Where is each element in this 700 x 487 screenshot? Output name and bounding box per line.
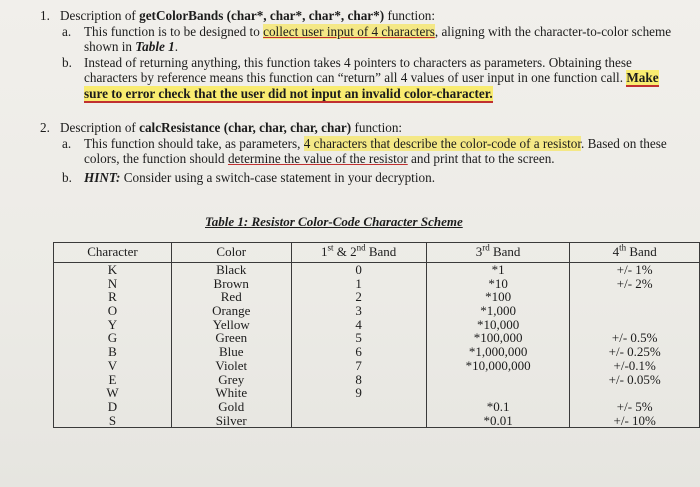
section-1-item-a: a. This function is to be designed to collect user input of 4 characters, aligning with the character-to-color scheme shown in Table 1. xyxy=(62,23,672,54)
cell-band4: +/- 0.25% xyxy=(570,345,700,359)
header-band-1-2: 1st & 2nd Band xyxy=(291,243,426,263)
cell-color: Yellow xyxy=(171,318,291,332)
highlight-collect-input: collect user input of 4 characters xyxy=(263,23,435,39)
table-row xyxy=(54,359,700,373)
cell-char: V xyxy=(54,359,172,373)
table-row xyxy=(54,277,700,291)
cell-band12: 5 xyxy=(291,331,426,345)
section-2-function-name: calcResistance (char, char, char, char) xyxy=(139,120,352,135)
cell-color: Gold xyxy=(171,400,291,414)
cell-band4: +/- 1% xyxy=(570,263,700,277)
cell-char: O xyxy=(54,304,172,318)
cell-color: Violet xyxy=(171,359,291,373)
cell-band4: +/- 0.05% xyxy=(570,373,700,387)
cell-band3: *100 xyxy=(426,290,570,304)
table-row xyxy=(54,331,700,345)
cell-char: Y xyxy=(54,318,172,332)
cell-band3 xyxy=(426,386,570,400)
cell-band4 xyxy=(570,304,700,318)
cell-color: Grey xyxy=(171,373,291,387)
highlight-four-characters: 4 characters that describe the color-code of a resistor xyxy=(303,135,582,151)
table-row xyxy=(54,304,700,318)
section-1-function-name: getColorBands (char*, char*, char*, char*) xyxy=(139,8,385,23)
section-2-heading: Description of calcResistance (char, char, char, char) function: xyxy=(60,120,403,135)
cell-band4: +/- 5% xyxy=(570,400,700,414)
table-body xyxy=(54,263,700,428)
cell-band12: 9 xyxy=(291,386,426,400)
cell-band12: 7 xyxy=(291,359,426,373)
cell-band4 xyxy=(570,290,700,304)
cell-band4 xyxy=(570,318,700,332)
section-1-heading: Description of getColorBands (char*, char*, char*, char*) function: xyxy=(60,8,436,23)
table-row xyxy=(54,318,700,332)
cell-band3 xyxy=(426,373,570,387)
cell-band3: *0.01 xyxy=(426,414,570,428)
header-color: Color xyxy=(171,243,291,263)
cell-band12: 6 xyxy=(291,345,426,359)
cell-char: N xyxy=(54,277,172,291)
cell-band3: *10 xyxy=(426,277,570,291)
cell-band12: 1 xyxy=(291,277,426,291)
cell-band12 xyxy=(291,400,426,414)
cell-char: G xyxy=(54,331,172,345)
table-caption: Table 1: Resistor Color-Code Character Scheme xyxy=(205,214,463,229)
section-1-item-b: b. Instead of returning anything, this function takes 4 pointers to characters as parameters. Obtaining these characters by reference means this function can “return” all 4 values of user input in one function call. Make sure to error check that the user did not input an invalid color-character. xyxy=(62,54,659,101)
cell-color: Silver xyxy=(171,414,291,428)
cell-color: Blue xyxy=(171,345,291,359)
cell-color: Orange xyxy=(171,304,291,318)
section-1-number: 1. xyxy=(40,8,50,23)
cell-color: Brown xyxy=(171,277,291,291)
cell-char: K xyxy=(54,263,172,277)
cell-color: Green xyxy=(171,331,291,345)
cell-band12: 2 xyxy=(291,290,426,304)
section-1 xyxy=(40,8,680,101)
cell-band12: 8 xyxy=(291,373,426,387)
highlight-determine-value: determine the value of the resistor xyxy=(227,151,408,166)
cell-band4: +/- 10% xyxy=(570,414,700,428)
resistor-color-code-table xyxy=(53,242,700,428)
table-header-row xyxy=(54,243,700,263)
header-character: Character xyxy=(54,243,172,263)
cell-band12: 4 xyxy=(291,318,426,332)
table-row xyxy=(54,386,700,400)
table-row xyxy=(54,400,700,414)
cell-band4: +/- 2% xyxy=(570,277,700,291)
section-2 xyxy=(40,120,680,185)
cell-band3: *10,000,000 xyxy=(426,359,570,373)
table-row xyxy=(54,263,700,277)
cell-band3: *100,000 xyxy=(426,331,570,345)
cell-band4: +/-0.1% xyxy=(570,359,700,373)
cell-char: R xyxy=(54,290,172,304)
cell-color: Red xyxy=(171,290,291,304)
cell-char: B xyxy=(54,345,172,359)
cell-char: D xyxy=(54,400,172,414)
cell-char: E xyxy=(54,373,172,387)
cell-band4: +/- 0.5% xyxy=(570,331,700,345)
cell-band12 xyxy=(291,414,426,428)
table-row xyxy=(54,414,700,428)
cell-band4 xyxy=(570,386,700,400)
section-2-number: 2. xyxy=(40,120,50,135)
header-band-4: 4th Band xyxy=(570,243,700,263)
table-row xyxy=(54,290,700,304)
cell-band3: *1,000,000 xyxy=(426,345,570,359)
cell-band3: *0.1 xyxy=(426,400,570,414)
cell-band12: 3 xyxy=(291,304,426,318)
section-2-item-a: a. This function should take, as parameters, 4 characters that describe the color-code of a resistor. Based on these colors, the function should determine the value of the resistor and print that to the screen. xyxy=(62,135,667,166)
cell-char: S xyxy=(54,414,172,428)
table-row xyxy=(54,345,700,359)
cell-color: Black xyxy=(171,263,291,277)
cell-band3: *1 xyxy=(426,263,570,277)
cell-char: W xyxy=(54,386,172,400)
cell-band3: *1,000 xyxy=(426,304,570,318)
cell-band3: *10,000 xyxy=(426,318,570,332)
header-band-3: 3rd Band xyxy=(426,243,570,263)
highlight-error-check: Make sure to error check that the user did not input an invalid color-character. xyxy=(84,70,659,101)
cell-color: White xyxy=(171,386,291,400)
cell-band12: 0 xyxy=(291,263,426,277)
table-row xyxy=(54,373,700,387)
section-2-item-b: b. HINT: Consider using a switch-case statement in your decryption. xyxy=(62,169,435,185)
